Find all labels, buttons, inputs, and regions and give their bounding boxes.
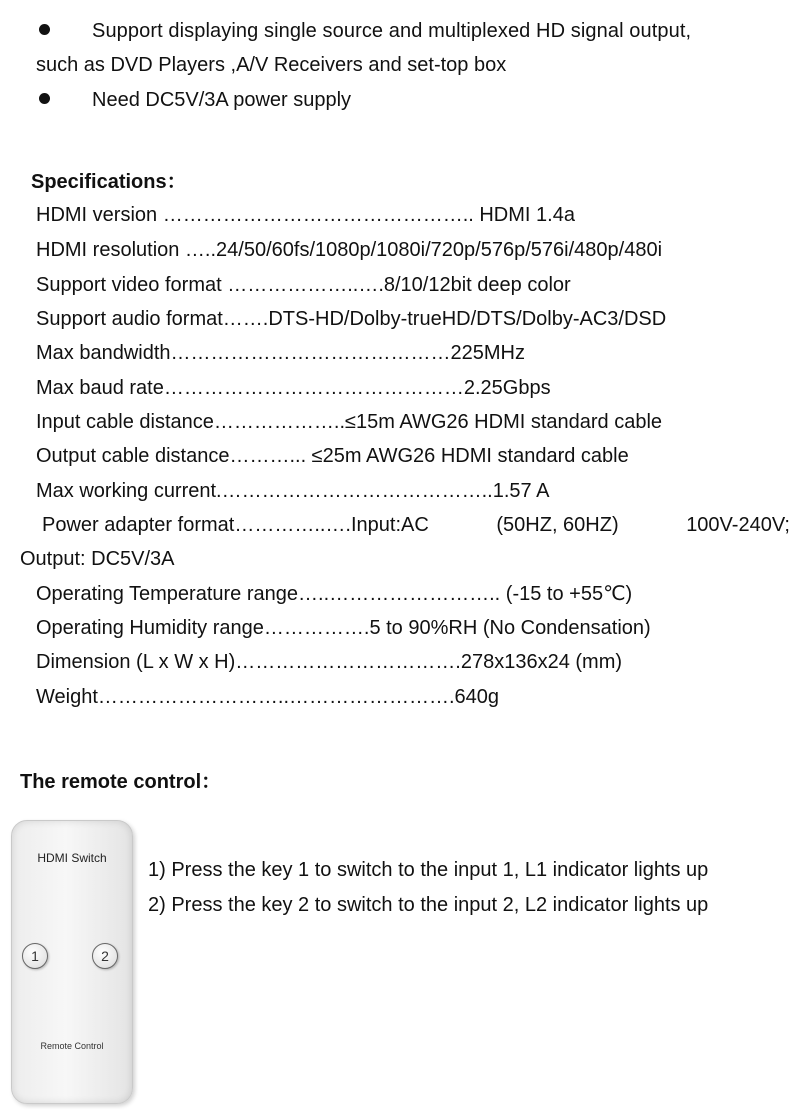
spec-row: Operating Temperature range…..…………………….. (-15 to +55℃): [36, 583, 633, 605]
power-adapter-output: Output: DC5V/3A: [20, 548, 175, 570]
remote-instruction: 1) Press the key 1 to switch to the input 1, L1 indicator lights up: [148, 859, 709, 881]
power-adapter-label: Power adapter format…………..….Input:AC: [42, 514, 429, 536]
spec-row: Support video format ………………..….8/10/12bit deep color: [36, 274, 571, 296]
remote-instruction: 2) Press the key 2 to switch to the input 2, L2 indicator lights up: [148, 894, 709, 916]
spec-row: Dimension (L x W x H)…………………………….278x136x24 (mm): [36, 651, 623, 673]
power-adapter-row: [42, 513, 790, 537]
spec-row: Support audio format…….DTS-HD/Dolby-trueHD/DTS/Dolby-AC3/DSD: [36, 308, 667, 330]
spec-row: Weight………………………..…………………….640g: [36, 686, 500, 708]
spec-row: HDMI version ……………………………………….. HDMI 1.4a: [36, 204, 575, 226]
remote-control-image: [11, 820, 133, 1104]
remote-device-label: Remote Control: [40, 1041, 104, 1051]
feature-line: Support displaying single source and multiplexed HD signal output,: [92, 20, 692, 42]
remote-control-heading: The remote control：: [20, 771, 222, 793]
feature-line-continued: such as DVD Players ,A/V Receivers and set-top box: [36, 54, 507, 76]
specifications-heading: Specifications：: [31, 171, 187, 193]
bullet-dot: [39, 24, 50, 35]
remote-key-1: 1: [22, 943, 48, 969]
bullet-dot: [39, 93, 50, 104]
spec-row: Input cable distance………………..≤15m AWG26 HDMI standard cable: [36, 411, 663, 433]
feature-line: Need DC5V/3A power supply: [92, 89, 352, 111]
spec-row: Max bandwidth……………………………………225MHz: [36, 342, 525, 364]
remote-device-title: HDMI Switch: [37, 851, 107, 865]
spec-row: Max baud rate………………………………………2.25Gbps: [36, 377, 551, 399]
spec-row: Operating Humidity range…………….5 to 90%RH (No Condensation): [36, 617, 651, 639]
remote-key-2: 2: [92, 943, 118, 969]
power-adapter-voltage: 100V-240V;: [686, 514, 790, 536]
spec-row: Output cable distance………... ≤25m AWG26 HDMI standard cable: [36, 445, 629, 467]
power-adapter-frequency: (50HZ, 60HZ): [496, 514, 619, 536]
spec-row: Max working current.…………………………………..1.57 A: [36, 480, 550, 502]
spec-row: HDMI resolution …..24/50/60fs/1080p/1080i/720p/576p/576i/480p/480i: [36, 239, 663, 261]
